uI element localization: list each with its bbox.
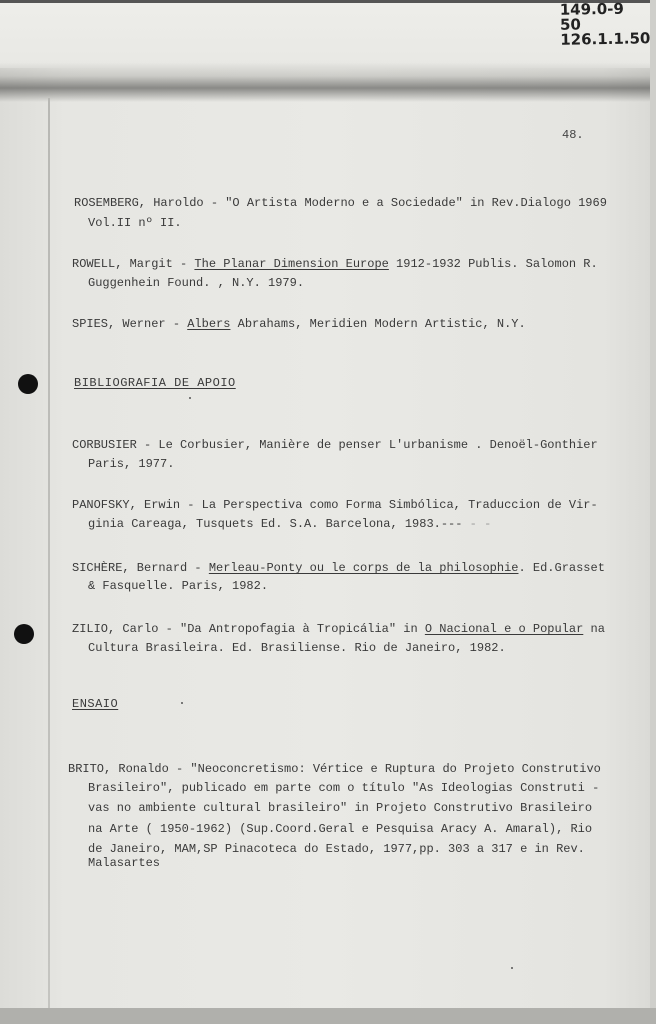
work-title: Albers bbox=[187, 317, 231, 331]
entry-rosemberg-line2: Vol.II nº II. bbox=[88, 216, 182, 230]
archive-code bbox=[560, 1, 651, 48]
work-title: Merleau-Ponty ou le corps de la philosophie bbox=[208, 561, 519, 575]
citation-text: . Ed.Grasset bbox=[518, 561, 605, 575]
page-number: 48. bbox=[562, 128, 584, 142]
entry-zilio-line2: Cultura Brasileira. Ed. Brasiliense. Rio de Janeiro, 1982. bbox=[88, 641, 506, 655]
entry-corbusier-line2: Paris, 1977. bbox=[88, 457, 175, 471]
punch-hole-icon bbox=[14, 624, 34, 644]
speck bbox=[181, 702, 183, 704]
entry-rosemberg-line1 bbox=[74, 196, 607, 210]
entry-sichere-line1 bbox=[72, 561, 605, 575]
author: ROWELL, Margit - bbox=[72, 257, 195, 271]
entry-spies bbox=[72, 317, 526, 331]
entry-zilio-line1 bbox=[72, 622, 605, 636]
margin-rule bbox=[48, 98, 50, 1008]
citation-text: ZILIO, Carlo - "Da Antropofagia à Tropicália" in bbox=[72, 622, 425, 636]
entry-panofsky-line2 bbox=[88, 517, 491, 531]
stray-dashes: - - bbox=[462, 517, 492, 531]
speck bbox=[189, 397, 191, 399]
citation-text: Abrahams, Meridien Modern Artistic, N.Y. bbox=[230, 317, 526, 331]
entry-rowell-line2: Guggenhein Found. , N.Y. 1979. bbox=[88, 276, 305, 290]
author: SPIES, Werner - bbox=[72, 317, 188, 331]
entry-corbusier-line1: CORBUSIER - Le Corbusier, Manière de penser L'urbanisme . Denoël-Gonthier bbox=[72, 438, 598, 452]
work-title: The Planar Dimension Europe bbox=[194, 257, 389, 271]
punch-hole-icon bbox=[18, 374, 38, 394]
entry-brito-line6: Malasartes bbox=[88, 856, 161, 870]
citation-text: 1912-1932 Publis. Salomon R. bbox=[388, 257, 598, 271]
entry-brito-line4: na Arte ( 1950-1962) (Sup.Coord.Geral e Pesquisa Aracy A. Amaral), Rio bbox=[88, 822, 593, 836]
author: ROSEMBERG, Haroldo - bbox=[74, 196, 226, 210]
entry-brito-line3: vas no ambiente cultural brasileiro" in Projeto Construtivo Brasileiro bbox=[88, 801, 593, 815]
entry-panofsky-line1: PANOFSKY, Erwin - La Perspectiva como Forma Simbólica, Traduccion de Vir- bbox=[72, 498, 598, 512]
right-edge bbox=[650, 0, 656, 1024]
archive-code-line: 149.0-9 50 bbox=[559, 0, 624, 34]
archive-code-line: 126.1.1.50 bbox=[560, 29, 651, 49]
entry-brito-line1: BRITO, Ronaldo - "Neoconcretismo: Vértice e Ruptura do Projeto Construtivo bbox=[68, 762, 601, 776]
top-edge bbox=[0, 0, 656, 3]
fold-shadow bbox=[0, 62, 656, 102]
citation-text: ginia Careaga, Tusquets Ed. S.A. Barcelona, 1983.--- bbox=[88, 517, 463, 531]
citation-text: "O Artista Moderno e a Sociedade" in Rev.Dialogo 1969 bbox=[225, 196, 607, 210]
entry-brito-line2: Brasileiro", publicado em parte com o título "As Ideologias Construti - bbox=[88, 781, 600, 795]
author: SICHÈRE, Bernard - bbox=[72, 561, 209, 575]
top-band bbox=[0, 0, 656, 68]
section-heading-apoio bbox=[74, 376, 236, 390]
citation-text: na bbox=[583, 622, 605, 636]
work-title: O Nacional e o Popular bbox=[424, 622, 584, 636]
entry-brito-line5: de Janeiro, MAM,SP Pinacoteca do Estado, 1977,pp. 303 a 317 e in Rev. bbox=[88, 842, 585, 856]
heading-text: BIBLIOGRAFIA DE APOIO bbox=[74, 376, 236, 390]
entry-rowell-line1 bbox=[72, 257, 598, 271]
speck bbox=[511, 967, 513, 969]
bottom-edge bbox=[0, 1008, 656, 1024]
section-heading-ensaio bbox=[72, 697, 118, 711]
entry-sichere-line2: & Fasquelle. Paris, 1982. bbox=[88, 579, 269, 593]
heading-text: ENSAIO bbox=[72, 697, 119, 711]
